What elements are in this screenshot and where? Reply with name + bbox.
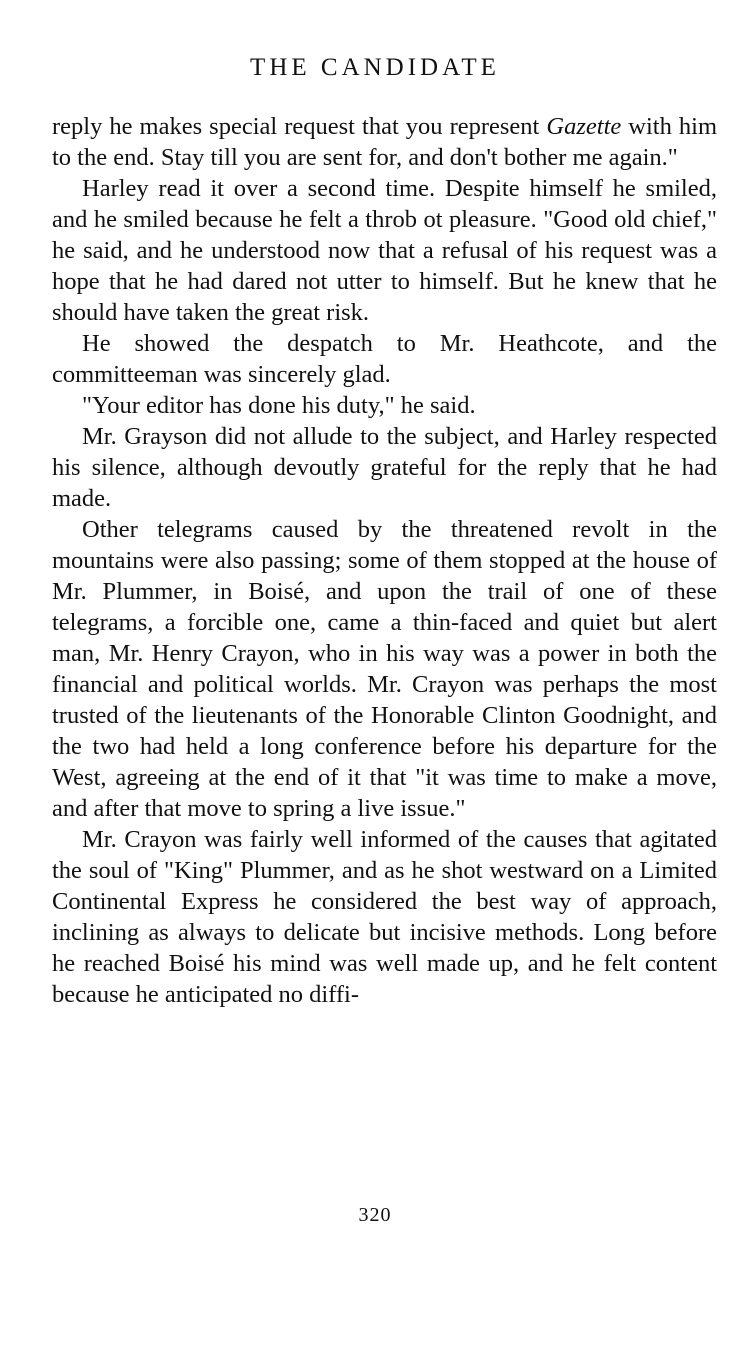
paragraph-1-post: with him to the end. Stay till you are sent for, and don't bother me again." bbox=[52, 113, 717, 171]
paragraph-2: Harley read it over a second time. Despite himself he smiled, and he smiled because he felt a throb ot pleasure. "Good old chief," he said, and he understood now that a refusal of his request was a hope that he had dared not utter to himself. But he knew that he should have taken the great risk. bbox=[52, 175, 717, 326]
paragraph-7: Mr. Crayon was fairly well informed of the causes that agitated the soul of "King" Plummer, and as he shot westward on a Limited Continental Express he considered the best way of approach, inclining as always to delicate but incisive methods. Long before he reached Boisé his mind was well made up, and he felt content because he anticipated no diffi- bbox=[52, 826, 717, 1008]
paragraph-4: "Your editor has done his duty," he said. bbox=[82, 392, 476, 419]
running-title: THE CANDIDATE bbox=[250, 54, 500, 81]
paragraph-3: He showed the despatch to Mr. Heathcote, and the committeeman was sincerely glad. bbox=[52, 330, 717, 388]
body-text bbox=[52, 111, 717, 1010]
paragraph-5: Mr. Grayson did not allude to the subject, and Harley respected his silence, although devoutly grateful for the reply that he had made. bbox=[52, 423, 717, 512]
page-number: 320 bbox=[358, 1204, 392, 1226]
paragraph-6: Other telegrams caused by the threatened revolt in the mountains were also passing; some of them stopped at the house of Mr. Plummer, in Boisé, and upon the trail of one of these telegrams, a forcible one, came a thin-faced and quiet but alert man, Mr. Henry Crayon, who in his way was a power in both the financial and political worlds. Mr. Crayon was perhaps the most trusted of the lieutenants of the Honorable Clinton Goodnight, and the two had held a long conference before his departure for the West, agreeing at the end of it that "it was time to make a move, and after that move to spring a live issue." bbox=[52, 516, 717, 822]
paragraph-1-pre: reply he makes special request that you represent bbox=[52, 113, 547, 140]
paragraph-1-italic: Gazette bbox=[546, 113, 622, 140]
paragraph-1 bbox=[52, 111, 717, 173]
